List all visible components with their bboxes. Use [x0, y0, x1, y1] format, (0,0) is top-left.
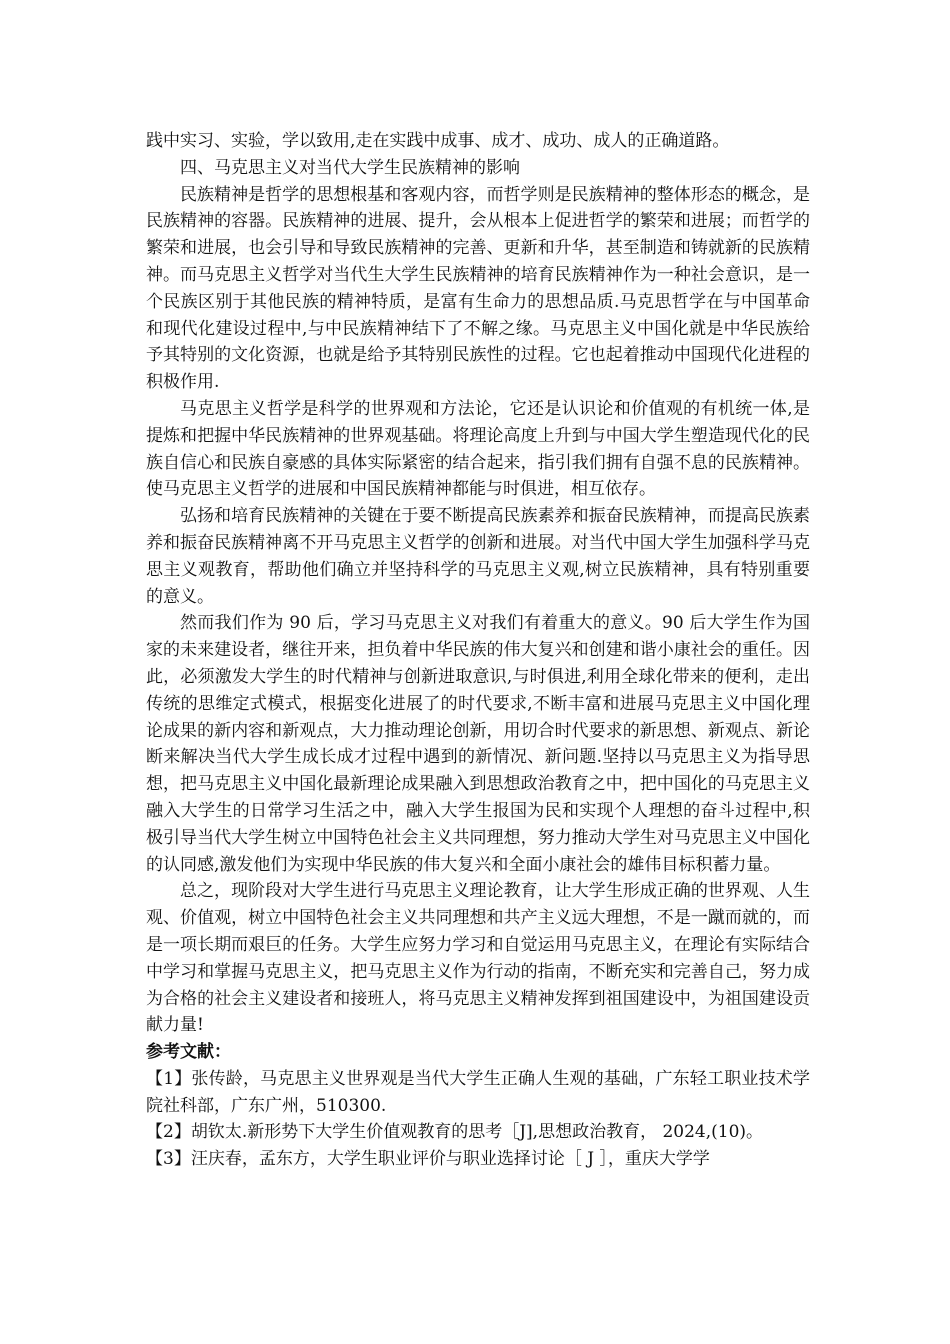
paragraph: 马克思主义哲学是科学的世界观和方法论，它还是认识论和价值观的有机统一体,是提炼和把握中华民族精神的世界观基础。将理论高度上升到与中国大学生塑造现代化的民族自信心和民族自豪感的具体实际紧密的结合起来，指引我们拥有自强不息的民族精神。使马克思主义哲学的进展和中国民族精神都能与时俱进，相互依存。: [146, 398, 810, 500]
document-body: [146, 128, 810, 1173]
references-title: 参考文献：: [146, 1042, 231, 1063]
paragraph: 弘扬和培育民族精神的关键在于要不断提高民族素养和振奋民族精神，而提高民族素养和振奋民族精神离不开马克思主义哲学的创新和进展。对当代中国大学生加强科学马克思主义观教育，帮助他们确立并坚持科学的马克思主义观,树立民族精神，具有特别重要的意义。: [146, 506, 810, 607]
paragraph-continuation: 践中实习、实验，学以致用,走在实践中成事、成才、成功、成人的正确道路。: [146, 131, 730, 151]
reference-item: 【1】张传龄，马克思主义世界观是当代大学生正确人生观的基础，广东轻工职业技术学院社科部，广东广州，510300.: [146, 1068, 810, 1116]
reference-item: 【2】胡钦太.新形势下大学生价值观教育的思考［J],思想政治教育， 2024,(10)。: [146, 1122, 764, 1143]
paragraph: 然而我们作为 90 后，学习马克思主义对我们有着重大的意义。90 后大学生作为国家的未来建设者，继往开来，担负着中华民族的伟大复兴和创建和谐小康社会的重任。因此，必须激发大学生的时代精神与创新进取意识,与时俱进,利用全球化带来的便利，走出传统的思维定式模式，根据变化进展了的时代要求,不断丰富和进展马克思主义中国化理论成果的新内容和新观点，大力推动理论创新，用切合时代要求的新思想、新观点、新论断来解决当代大学生成长成才过程中遇到的新情况、新问题.坚持以马克思主义为指导思想，把马克思主义中国化最新理论成果融入到思想政治教育之中，把中国化的马克思主义融入大学生的日常学习生活之中，融入大学生报国为民和实现个人理想的奋斗过程中,积极引导当代大学生树立中国特色社会主义共同理想，努力推动大学生对马克思主义中国化的认同感,激发他们为实现中华民族的伟大复兴和全面小康社会的雄伟目标积蓄力量。: [146, 613, 810, 875]
reference-item: 【3】汪庆春，孟东方，大学生职业评价与职业选择讨论［ J ］，重庆大学学: [146, 1149, 710, 1170]
paragraph: 民族精神是哲学的思想根基和客观内容，而哲学则是民族精神的整体形态的概念，是民族精神的容器。民族精神的进展、提升，会从根本上促进哲学的繁荣和进展；而哲学的繁荣和进展，也会引导和导致民族精神的完善、更新和升华，甚至制造和铸就新的民族精神。而马克思主义哲学对当代生大学生民族精神的培育民族精神作为一种社会意识，是一个民族区别于其他民族的精神特质，是富有生命力的思想品质.马克思哲学在与中国革命和现代化建设过程中,与中民族精神结下了不解之缘。马克思主义中国化就是中华民族给予其特别的文化资源，也就是给予其特别民族性的过程。它也起着推动中国现代化进程的积极作用.: [146, 184, 810, 393]
paragraph: 总之，现阶段对大学生进行马克思主义理论教育，让大学生形成正确的世界观、人生观、价值观，树立中国特色社会主义共同理想和共产主义远大理想，不是一蹴而就的，而是一项长期而艰巨的任务。大学生应努力学习和自觉运用马克思主义，在理论有实际结合中学习和掌握马克思主义，把马克思主义作为行动的指南，不断充实和完善自己，努力成为合格的社会主义建设者和接班人，将马克思主义精神发挥到祖国建设中，为祖国建设贡献力量!: [146, 881, 810, 1036]
section-heading: 四、马克思主义对当代大学生民族精神的影响: [180, 157, 520, 178]
